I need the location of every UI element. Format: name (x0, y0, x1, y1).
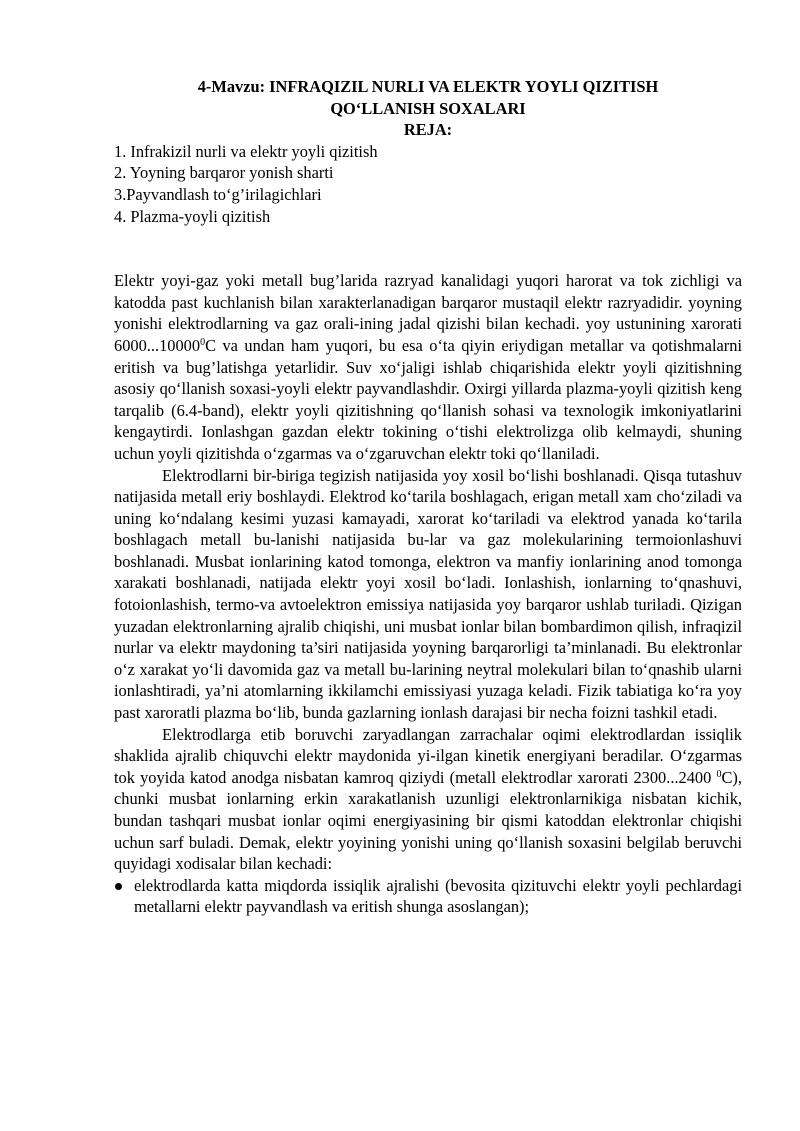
paragraph-3 (114, 724, 742, 875)
degree-superscript: 0 (200, 336, 206, 348)
paragraph-1-text-a: Elektr yoyi-gaz yoki metall bug’larida razryad kanalidagi yuqori harorat va tok zichligi va katodda past kuchlanish bilan xarakterlanadigan barqaror mustaqil elektr razryadidir. yoyning yonishi elektrodlarning va gaz orali-ining jadal qizishi bilan kechadi. yoy ustunining xarorati 6000...10000 (114, 271, 742, 355)
section-spacer (114, 227, 742, 270)
paragraph-1 (114, 270, 742, 464)
plan-item-2: 2. Yoyning barqaror yonish sharti (114, 163, 334, 183)
plan-heading: REJA: (403, 120, 453, 140)
bullet-item-text: elektrodlarda katta miqdorda issiqlik ajralishi (bevosita qizituvchi elektr yoyli pechlardagi metallarni elektr payvandlash va eritish shunga asoslangan); (134, 875, 742, 917)
title-line-2: QO‘LLANISH SOXALARI (330, 98, 526, 118)
plan-item-3: 3.Payvandlash to‘g’irilagichlari (114, 184, 322, 204)
bullet-dot-icon (115, 883, 122, 890)
plan-list (114, 141, 742, 227)
plan-item-1: 1. Infrakizil nurli va elektr yoyli qizitish (114, 141, 378, 161)
degree-superscript: 0 (716, 768, 722, 780)
paragraph-1-text-b: C va undan ham yuqori, bu esa o‘ta qiyin eriydigan metallar va qotishmalarni eritish va bug’latishga yetarlidir. Suv xo‘jaligi ishlab chiqarishida elektr yoyli qizitishning asosiy qo‘llanish soxasi-yoyli elektr payvandlashdir. Oxirgi yillarda plazma-yoyli qizitish keng tarqalib (6.4-band), elektr yoyli qizitishning qo‘llanish sohasi va texnologik imkoniyatlarini kengaytirdi. Ionlashgan gazdan elektr tokining o‘tishi elektrolizga olib kelmaydi, shuning uchun yoyli qizitishda o‘zgarmas va o‘zgaruvchan elektr toki qo‘llaniladi. (114, 335, 742, 463)
paragraph-2: Elektrodlarni bir-biriga tegizish natijasida yoy xosil bo‘lishi boshlanadi. Qisqa tutashuv natijasida metall eriy boshlaydi. Elektrod ko‘tarila boshlagach, erigan metall xam cho‘ziladi va uning ko‘ndalang kesimi yuzasi kamayadi, xarorat ko‘tariladi va elektrod yanada ko‘tarila boshlagach metall bu-lanishi natijasida bu-lar va gaz molekularining termoionlashuvi boshlanadi. Musbat ionlarining katod tomonga, elektron va manfiy ionlarining anod tomonga xarakati boshlanadi, natijada elektr yoyi xosil bo‘ladi. Ionlashish, ionlarning to‘qnashuvi, fotoionlashish, termo-va avtoelektron emissiya natijasida yoy barqaror ushlab turiladi. Qizigan yuzadan elektronlarning ajralib chiqishi, uni musbat ionlar bilan bombardimon qilish, infraqizil nurlar va elektr maydoning ta’siri natijasida yoyning barqarorligi ta’minlanadi. Bu elektronlar o‘z xarakat yo‘li davomida gaz va metall bu-larining neytral molekulari bilan to‘qnashib ularni ionlashtiradi, ya’ni atomlarning ikkilamchi emissiyasi yuzaga keladi. Fizik tabiatiga ko‘ra yoy past xaroratli plazma bo‘lib, bunda gazlarning ionlash darajasi bir necha foizni tashkil etadi. (114, 465, 742, 723)
paragraph-3-text-b: C), chunki musbat ionlarning erkin xarakatlanish uzunligi elektronlarnikiga nisbatan kichik, bundan tashqari musbat ionlar oqimi energiyasining bir qismi katoddan elektronlar chiqishi uchun sarf buladi. Demak, elektr yoyining yonishi uning qo‘llanish soxasini belgilab beruvchi quyidagi xodisalar bilan kechadi: (114, 767, 742, 874)
document-title (114, 76, 742, 141)
paragraph-3-text-a: Elektrodlarga etib boruvchi zaryadlangan zarrachalar oqimi elektrodlardan issiqlik shaklida ajralib chiquvchi elektr maydonida yi-ilgan kinetik energiyani beradilar. O‘zgarmas tok yoyida katod anodga nisbatan kamroq qiziydi (metall elektrodlar xarorati 2300...2400 (114, 724, 742, 787)
document-page (114, 76, 742, 918)
bullet-list (114, 875, 742, 918)
title-line-1: 4-Mavzu: INFRAQIZIL NURLI VA ELEKTR YOYLI QIZITISH (197, 77, 659, 96)
bullet-item (114, 875, 742, 918)
plan-item-4: 4. Plazma-yoyli qizitish (114, 206, 271, 226)
